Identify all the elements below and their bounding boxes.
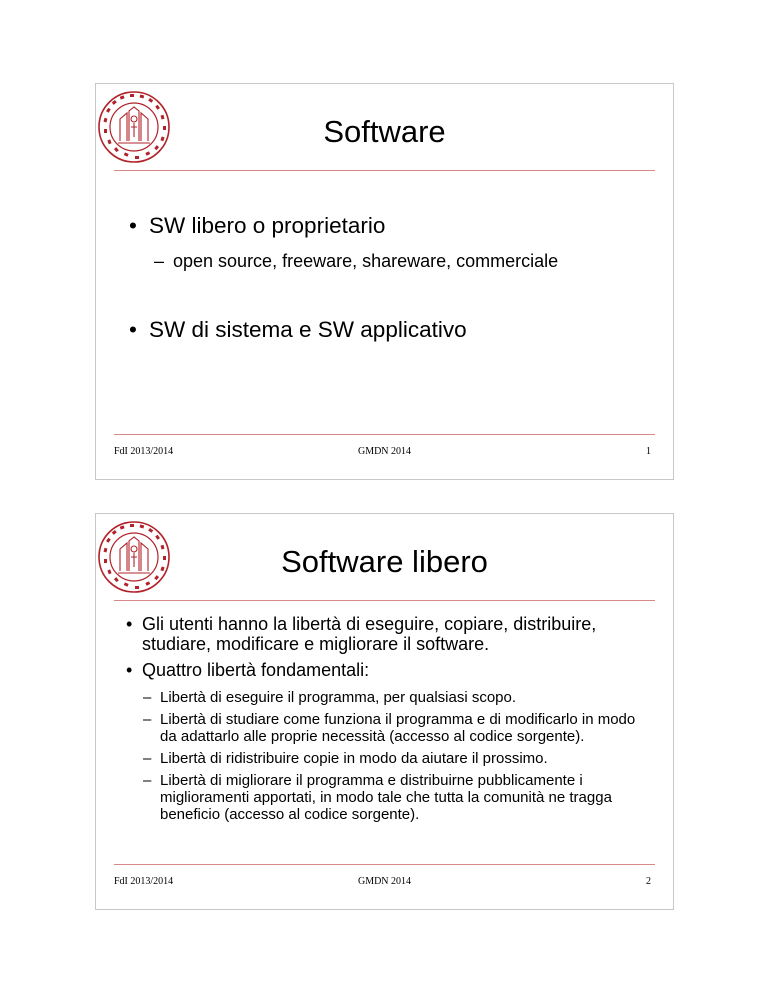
footer-divider [114, 864, 655, 865]
sub-bullet-text: Libertà di migliorare il programma e distribuirne pubblicamente i miglioramenti apportati, in modo tale che tutta la comunità ne tragga beneficio (accesso al codice sorgente). [160, 772, 612, 823]
bullet-item [96, 212, 673, 272]
sub-bullet-text: Libertà di ridistribuire copie in modo da aiutare il prossimo. [160, 750, 548, 767]
bullet-icon: • [129, 213, 137, 238]
footer-divider [114, 434, 655, 435]
bullet-list [96, 614, 673, 828]
footer-page-number: 1 [646, 446, 651, 457]
sub-bullet-text: Libertà di studiare come funziona il programma e di modificarlo in modo da adattarlo alle proprie necessità (accesso al codice sorgente). [160, 711, 636, 745]
slide-2 [95, 513, 674, 910]
bullet-item [96, 316, 673, 343]
dash-icon: – [143, 750, 152, 767]
title-divider [114, 170, 655, 171]
footer-author: GMDN 2014 [357, 876, 412, 887]
footer-page-number: 2 [646, 876, 651, 887]
sub-bullet-item [96, 711, 673, 745]
dash-icon: – [154, 251, 165, 271]
sub-bullet-item [96, 689, 673, 706]
slide-1 [95, 83, 674, 480]
footer-author: GMDN 2014 [357, 446, 412, 457]
footer-course: FdI 2013/2014 [114, 876, 174, 887]
slide-title: Software [323, 114, 446, 149]
sub-bullet-text: open source, freeware, shareware, commerciale [173, 251, 559, 271]
slide-title: Software libero [281, 544, 488, 579]
dash-icon: – [143, 711, 152, 728]
slide-footer [96, 876, 673, 890]
sub-bullet-list [96, 689, 673, 823]
sub-bullet-text: Libertà di eseguire il programma, per qualsiasi scopo. [160, 689, 517, 706]
bullet-icon: • [126, 660, 133, 680]
bullet-icon: • [126, 614, 133, 634]
slide-footer [96, 446, 673, 460]
footer-course: FdI 2013/2014 [114, 446, 174, 457]
dash-icon: – [143, 772, 152, 789]
bullet-item [96, 660, 673, 680]
dash-icon: – [143, 689, 152, 706]
bullet-text: SW libero o proprietario [149, 213, 386, 238]
title-divider [114, 600, 655, 601]
sub-bullet-item [96, 772, 673, 823]
sub-bullet-item [96, 750, 673, 767]
bullet-text: SW di sistema e SW applicativo [149, 317, 467, 342]
bullet-icon: • [129, 317, 137, 342]
bullet-item [96, 614, 673, 654]
bullet-text: Quattro libertà fondamentali: [142, 660, 370, 680]
bullet-text: Gli utenti hanno la libertà di eseguire, copiare, distribuire, studiare, modificare e migliorare il software. [142, 614, 597, 654]
